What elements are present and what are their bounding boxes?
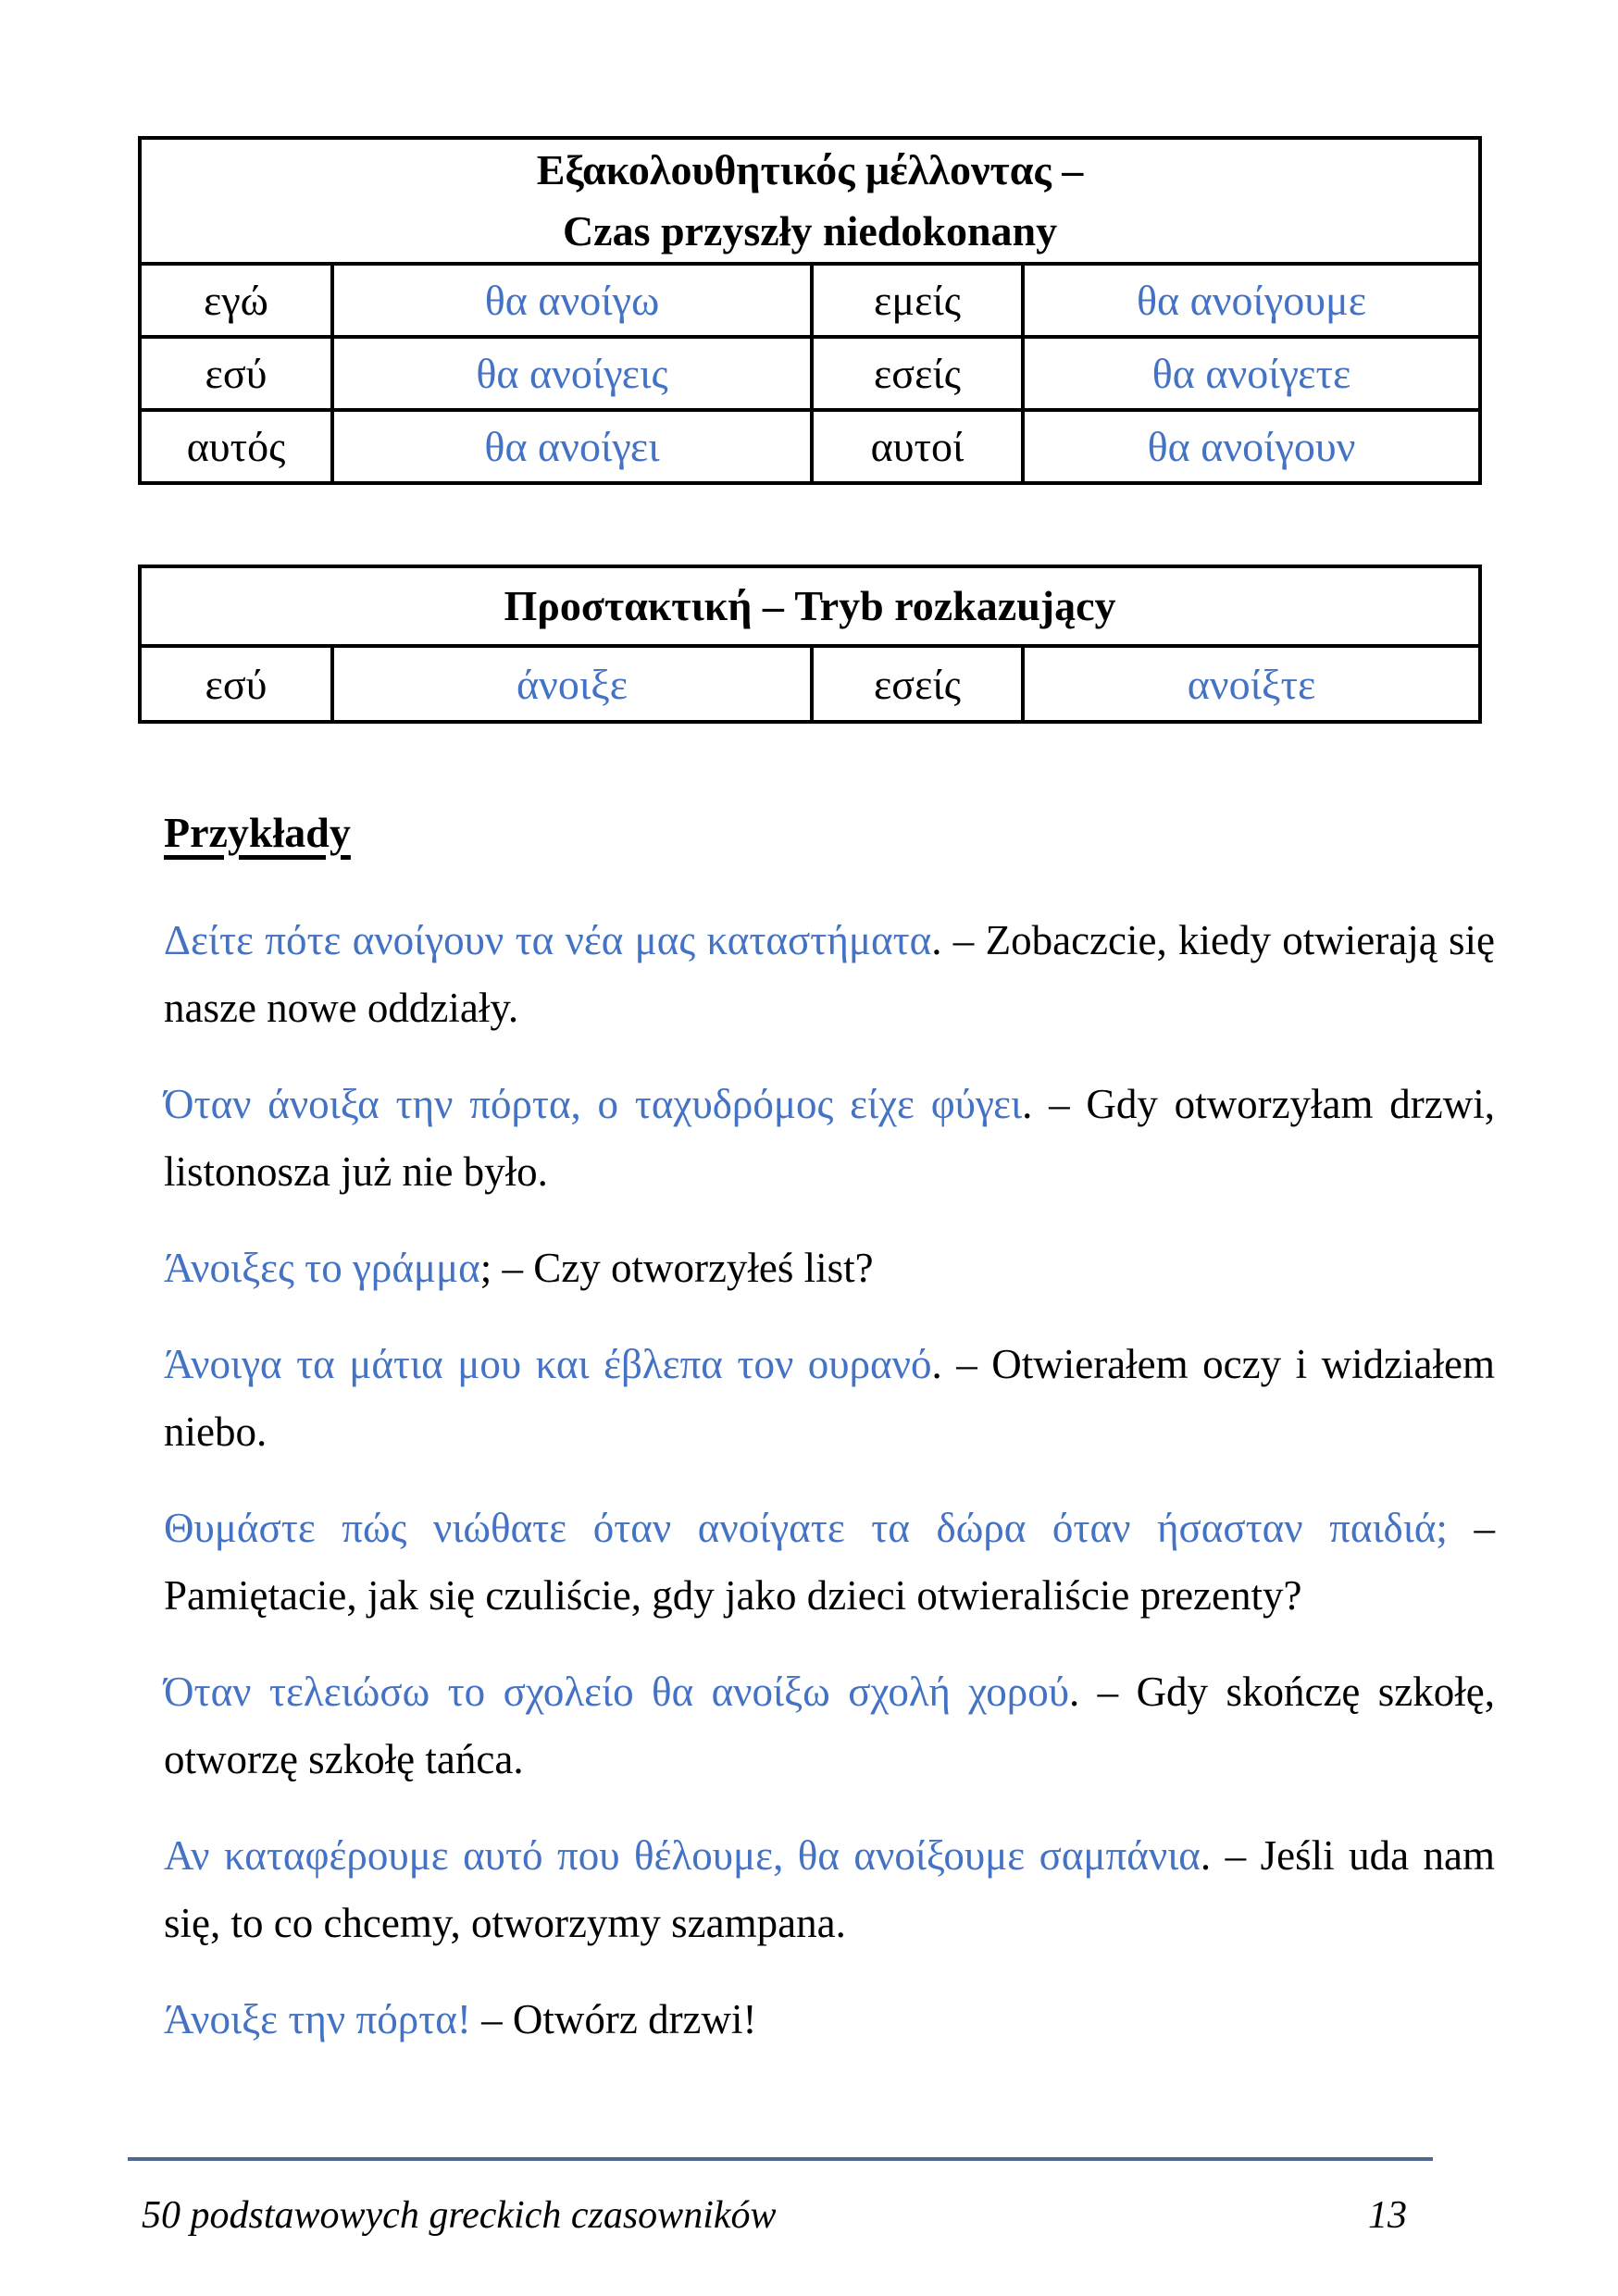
table-row	[140, 410, 1480, 483]
polish-translation: . – Jeśli uda nam się, to co chcemy, otworzymy szampana.	[164, 1832, 1495, 1946]
greek-sentence: Άνοιξε την πόρτα!	[164, 1996, 471, 2042]
greek-sentence: Άνοιγα τα μάτια μου και έβλεπα τον ουρανό	[164, 1341, 932, 1387]
verb-form-cell: θα ανοίγω	[332, 264, 812, 337]
table-row	[140, 264, 1480, 337]
greek-sentence: Αν καταφέρουμε αυτό που θέλουμε, θα ανοίξουμε σαμπάνια	[164, 1832, 1201, 1879]
table-title-row	[140, 138, 1480, 264]
table-row	[140, 646, 1480, 722]
footer-page-number: 13	[1368, 2194, 1407, 2237]
example-sentence	[164, 1331, 1495, 1466]
example-sentence	[164, 1822, 1495, 1957]
example-sentence	[164, 1658, 1495, 1793]
polish-translation: ; – Czy otworzyłeś list?	[479, 1245, 874, 1291]
table-title-greek: Εξακολουθητικός μέλλοντας –	[536, 146, 1084, 193]
future-tense-table	[138, 136, 1482, 485]
example-sentence	[164, 907, 1495, 1042]
pronoun-cell: εμείς	[812, 264, 1023, 337]
polish-translation: – Otwórz drzwi!	[470, 1996, 757, 2042]
polish-translation: . – Zobaczcie, kiedy otwierają się nasze nowe oddziały.	[164, 917, 1495, 1031]
examples-section	[164, 807, 1495, 2082]
imperative-table	[138, 565, 1482, 724]
greek-sentence: Όταν τελειώσω το σχολείο θα ανοίξω σχολή χορού	[164, 1669, 1070, 1715]
table-row	[140, 337, 1480, 410]
greek-sentence: Άνοιξες το γράμμα	[164, 1245, 480, 1291]
greek-sentence: Όταν άνοιξα την πόρτα, ο ταχυδρόμος είχε φύγει	[164, 1081, 1023, 1127]
table-title-polish: Czas przyszły niedokonany	[562, 207, 1058, 254]
verb-form-cell: θα ανοίγετε	[1023, 337, 1480, 410]
footer-book-title: 50 podstawowych greckich czasowników	[142, 2194, 777, 2237]
example-sentence	[164, 1071, 1495, 1206]
table-title-row	[140, 566, 1480, 646]
polish-translation: . – Gdy skończę szkołę, otworzę szkołę tańca.	[164, 1669, 1496, 1782]
pronoun-cell: αυτοί	[812, 410, 1023, 483]
example-sentence	[164, 1986, 1495, 2054]
greek-sentence: Θυμάστε πώς νιώθατε όταν ανοίγατε τα δώρα όταν ήσασταν παιδιά;	[164, 1505, 1448, 1551]
verb-form-cell: θα ανοίγει	[332, 410, 812, 483]
verb-form-cell: άνοιξε	[332, 646, 812, 722]
verb-form-cell: θα ανοίγουμε	[1023, 264, 1480, 337]
examples-heading: Przykłady	[164, 809, 351, 856]
verb-form-cell: θα ανοίγουν	[1023, 410, 1480, 483]
polish-translation: . – Gdy otworzyłam drzwi, listonosza już nie było.	[164, 1081, 1495, 1195]
verb-form-cell: ανοίξτε	[1023, 646, 1480, 722]
future-table-title	[140, 138, 1480, 264]
example-sentence	[164, 1235, 1495, 1302]
pronoun-cell: αυτός	[140, 410, 332, 483]
footer	[142, 2191, 1407, 2240]
polish-translation: – Pamiętacie, jak się czuliście, gdy jako dzieci otwieraliście prezenty?	[164, 1505, 1496, 1619]
example-sentence	[164, 1495, 1495, 1630]
pronoun-cell: εσύ	[140, 337, 332, 410]
pronoun-cell: εσύ	[140, 646, 332, 722]
pronoun-cell: εσείς	[812, 646, 1023, 722]
polish-translation: . – Otwierałem oczy i widziałem niebo.	[164, 1341, 1495, 1455]
greek-sentence: Δείτε πότε ανοίγουν τα νέα μας καταστήματα	[164, 917, 932, 963]
pronoun-cell: εσείς	[812, 337, 1023, 410]
imperative-table-title: Προστακτική – Tryb rozkazujący	[140, 566, 1480, 646]
pronoun-cell: εγώ	[140, 264, 332, 337]
verb-form-cell: θα ανοίγεις	[332, 337, 812, 410]
footer-divider	[128, 2157, 1433, 2161]
